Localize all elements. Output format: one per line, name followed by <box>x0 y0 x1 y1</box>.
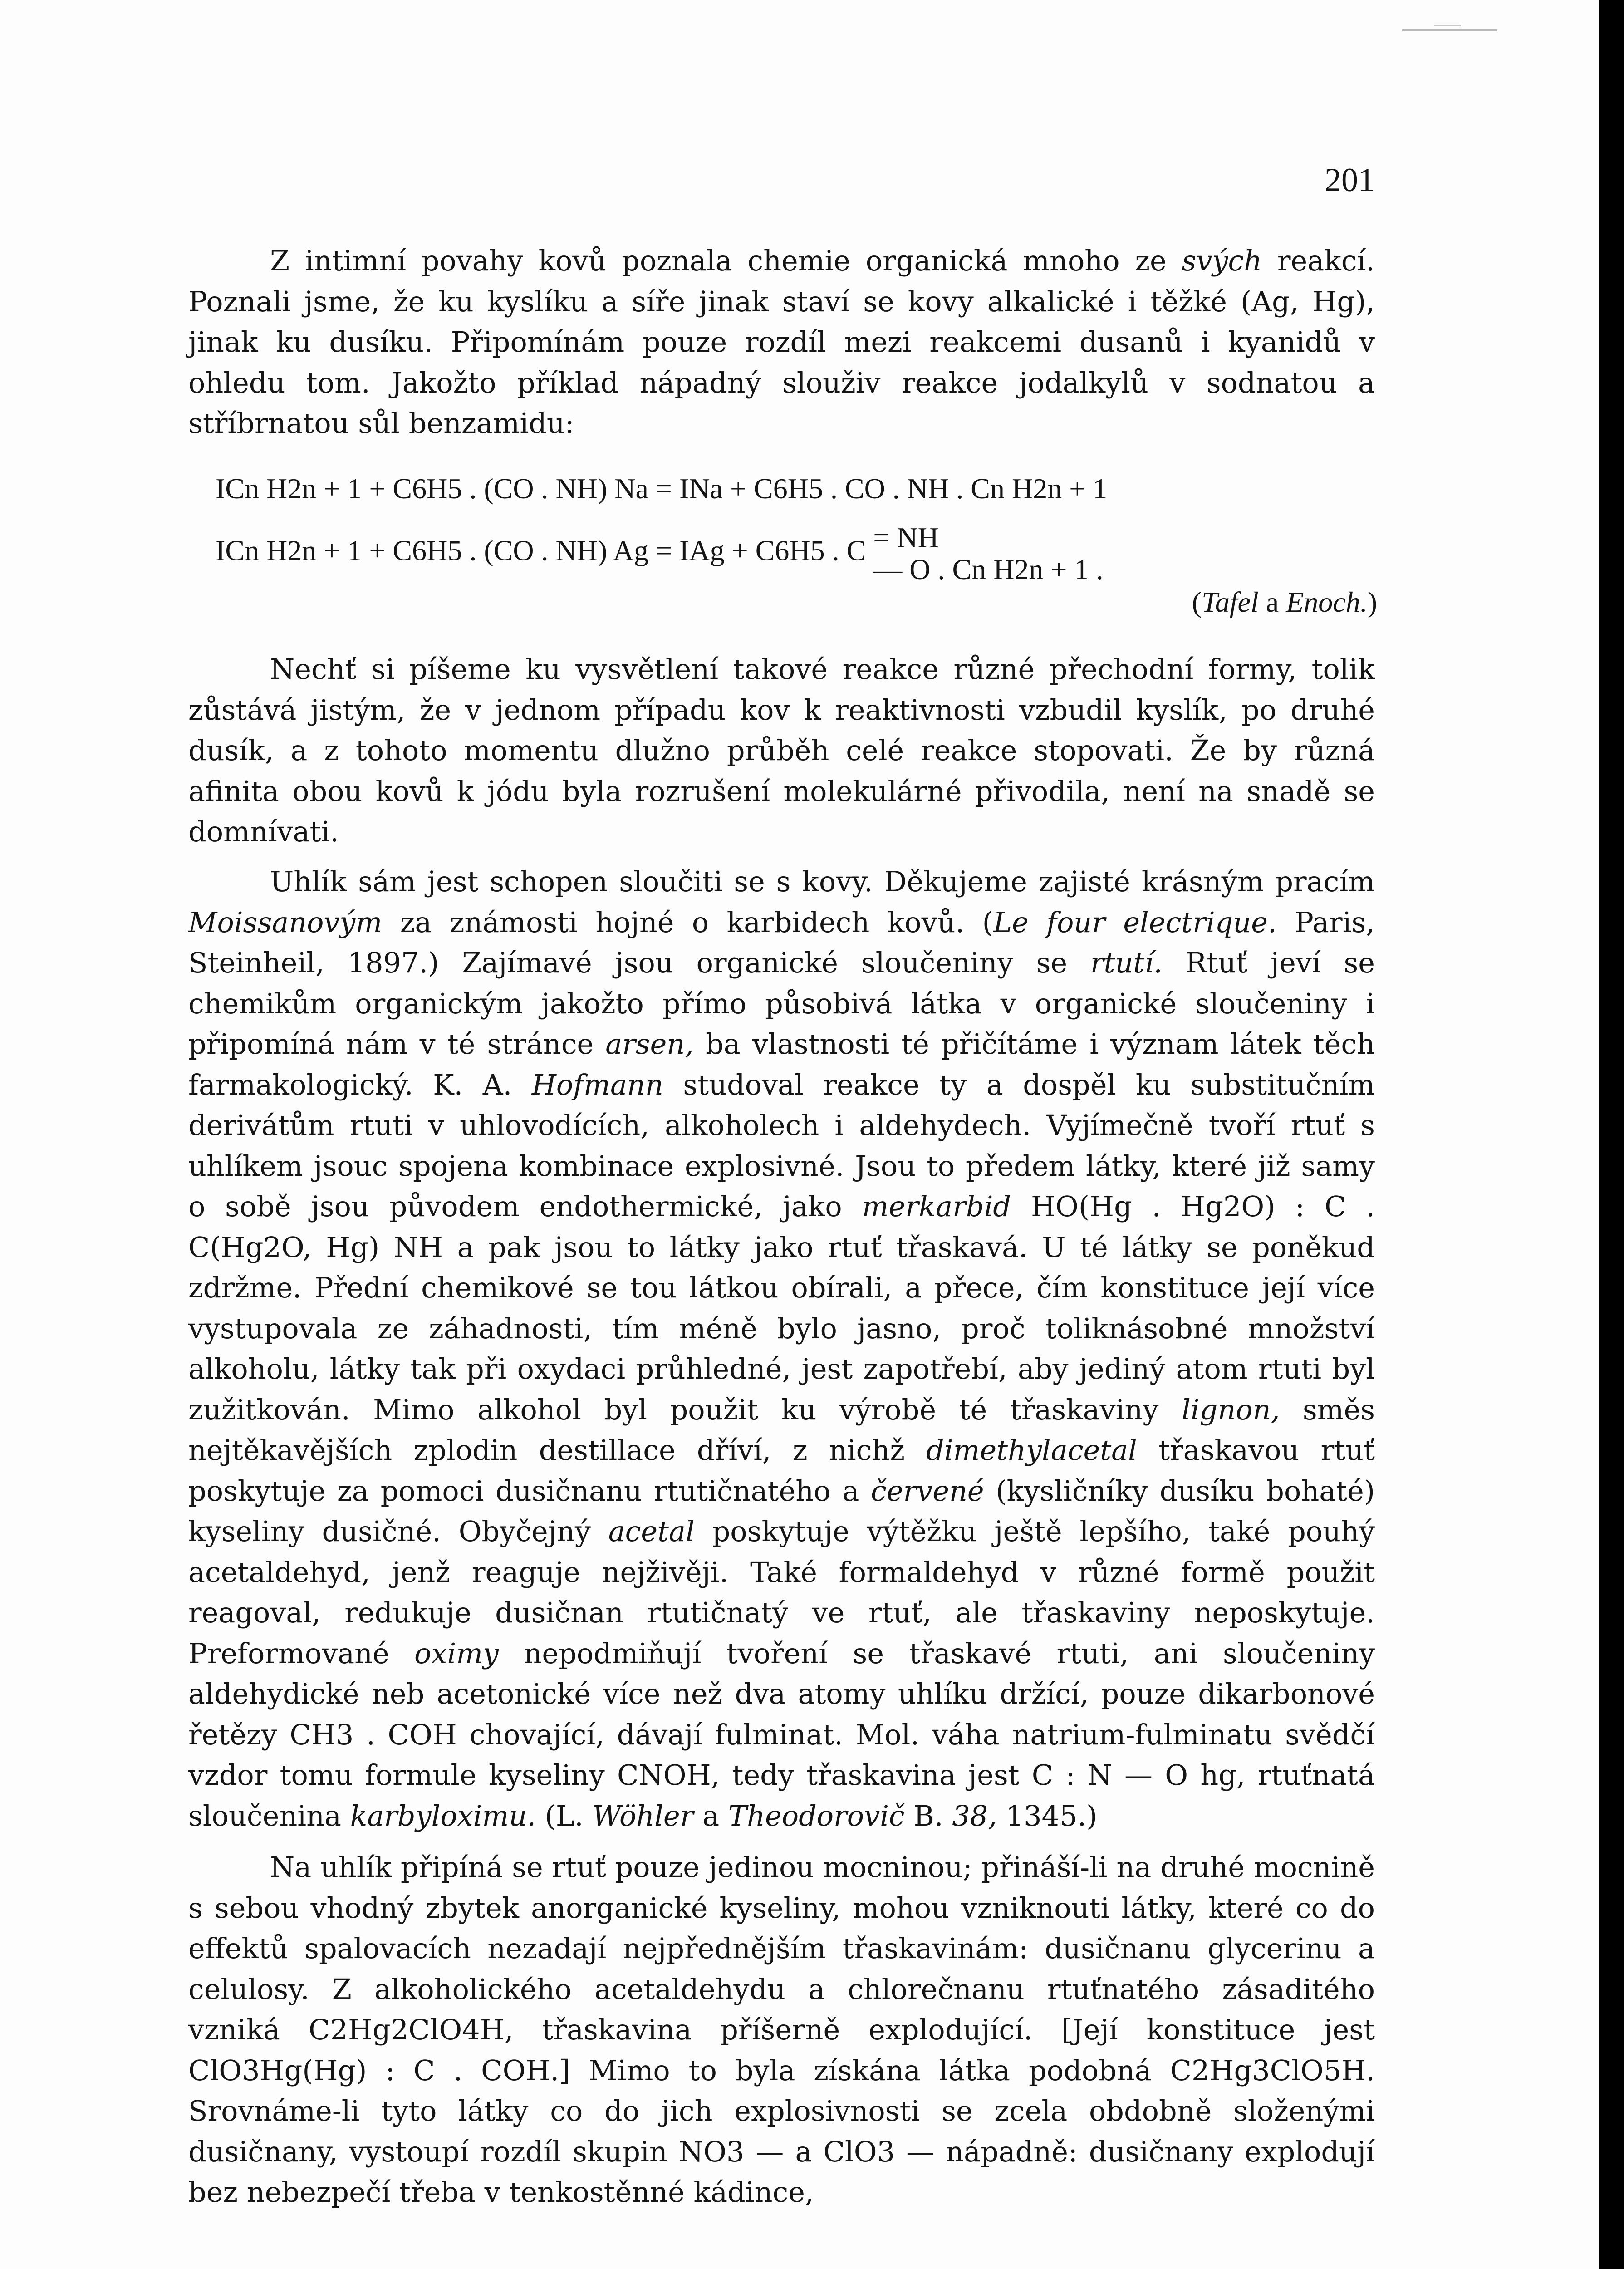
formula-line-silver <box>216 522 1377 585</box>
formula-source: (Tafel a Enoch.) <box>1192 586 1377 618</box>
italic-term: lignon, <box>1182 1393 1280 1426</box>
formula-line-sodium: ICn H2n + 1 + C6H5 . (CO . NH) Na = INa + C6H5 . CO . NH . Cn H2n + 1 <box>216 472 1108 505</box>
formula-main: ICn H2n + 1 + C6H5 . (CO . NH) Ag = IAg + C6H5 . C <box>216 534 866 567</box>
source-author: Tafel <box>1202 586 1259 618</box>
paragraph-explosives: Na uhlík připíná se rtuť pouze jedinou mocninou; přináší-li na druhé mocnině s sebou vhodný zbytek anorganické kyseliny, mohou vzniknouti látky, které co do effektů spalovacích nezadají nejpřednějším třaskavinám: dusičnanu glycerinu a celulosy. Z alkoholického acetaldehydu a chlorečnanu rtuťnatého zásaditého vzniká C2Hg2ClO4H, třaskavina příšerně explodující. [Její konstituce jest ClO3Hg(Hg) : C . COH.] Mimo to byla získána látka podobná C2Hg3ClO5H. Srovnáme-li tyto látky co do jich explosivnosti se zcela obdobně složenými dusičnany, vystoupí rozdíl skupin NO3 — a ClO3 — nápadně: dusičnany explodují bez nebezpečí třeba v tenkostěnné kádince, <box>188 1851 1375 2209</box>
italic-term: acetal <box>608 1515 695 1548</box>
source-coauthor: Enoch. <box>1286 586 1368 618</box>
italic-term: 38, <box>952 1799 997 1832</box>
formula-branch <box>873 522 1103 585</box>
text-run: třaskavou rtuť poskytuje za pomoci dusičnanu rtutičnatého a <box>188 1434 1375 1508</box>
source-conjunction: a <box>1258 586 1286 618</box>
italic-term: karbyloximu. <box>350 1799 536 1832</box>
text-run: ba vlastnosti té přičítáme i význam látek těch farmakologický. K. A. <box>188 1027 1375 1101</box>
text-run: (kysličníky dusíku bohaté) kyseliny dusičné. Obyčejný <box>188 1474 1375 1548</box>
page-corner-mark <box>1402 29 1497 31</box>
text-run: (L. <box>535 1799 593 1832</box>
italic-term: Wöhler <box>592 1799 694 1832</box>
italic-term: Moissanovým <box>188 905 383 939</box>
formula-branch-top: = NH <box>873 521 939 554</box>
text-run: Paris, Steinheil, 1897.) Zajímavé jsou organické sloučeniny se <box>188 905 1375 979</box>
text-run: směs nejtěkavějších zplodin destillace dříví, z nichž <box>188 1393 1375 1467</box>
text-run: B. <box>904 1799 952 1832</box>
page-number: 201 <box>1325 162 1375 199</box>
text-run: a <box>693 1799 728 1832</box>
italic-term: merkarbid <box>862 1190 1011 1223</box>
text-run: poskytuje výtěžku ještě lepšího, také pouhý acetaldehyd, jenž reaguje nejživěji. Také formaldehyd v různé formě použit reagoval, redukuje dusičnan rtutičnatý ve rtuť, ale třaskaviny neposkytuje. Preformované <box>188 1515 1375 1670</box>
text-run: 1345.) <box>996 1799 1098 1832</box>
formula-branch-bottom: — O . Cn H2n + 1 . <box>873 553 1104 585</box>
text-run: nepodmiňují tvoření se třaskavé rtuti, ani sloučeniny aldehydické neb acetonické více než dva atomy uhlíku držící, pouze dikarbonové řetězy CH3 . COH chovající, dávají fulminat. Mol. váha natrium-fulminatu svědčí vzdor tomu formule kyseliny CNOH, tedy třaskavina jest C : N — O hg, rtuťnatá sloučenina <box>188 1636 1375 1832</box>
italic-term: arsen, <box>605 1027 694 1061</box>
italic-term: Le four electrique. <box>993 905 1277 939</box>
paragraph-reaction-forms: Nechť si píšeme ku vysvětlení takové reakce různé přechodní formy, tolik zůstává jistým, že v jednom případu kov k reaktivnosti vzbudil kyslík, po druhé dusík, a z tohoto momentu dlužno průběh celé reakce stopovati. Že by různá afinita obou kovů k jódu byla rozrušení molekulárné přivodila, není na snadě se domnívati. <box>188 653 1375 848</box>
paragraph-carbon-mercury <box>188 861 1375 1836</box>
italic-term: rtutí. <box>1090 946 1163 979</box>
page-corner-mark-small <box>1434 25 1461 26</box>
italic-term: Theodorovič <box>728 1799 905 1832</box>
text-run: HO(Hg . Hg2O) : C . C(Hg2O, Hg) NH a pak jsou to látky jako rtuť třaskavá. U té látky se poněkud zdržme. Přední chemikové se tou látkou obírali, a přece, čím konstituce její více vystupovala ze záhadnosti, tím méně bylo jasno, proč toliknásobné množství alkoholu, látky tak při oxydaci průhledné, jest zapotřebí, aby jediný atom rtuti byl zužitkován. Mimo alkohol byl použit ku výrobě té třaskaviny <box>188 1190 1375 1426</box>
paragraph-intro <box>188 241 1375 444</box>
italic-term: Hofmann <box>531 1068 663 1101</box>
text-run: Rtuť jeví se chemikům organickým jakožto přímo působivá látka v organické sloučeniny i připomíná nám v té stránce <box>188 946 1375 1061</box>
text-run: studoval reakce ty a dospěl ku substitučním derivátům rtuti v uhlovodících, alkoholech i aldehydech. Vyjímečně tvoří rtuť s uhlíkem jsouc spojena kombinace explosivné. Jsou to předem látky, které již samy o sobě jsou původem endothermické, jako <box>188 1068 1375 1223</box>
text-run: Uhlík sám jest schopen sloučiti se s kovy. Děkujeme zajisté krásným pracím <box>270 865 1375 898</box>
italic-term: svých <box>1182 244 1262 277</box>
italic-term: dimethylacetal <box>926 1434 1137 1467</box>
text-run: za známosti hojné o karbidech kovů. ( <box>382 905 993 939</box>
text-run: Z intimní povahy kovů poznala chemie organická mnoho ze <box>270 244 1182 277</box>
italic-term: červené <box>871 1474 984 1508</box>
italic-term: oximy <box>414 1636 499 1670</box>
text-run: reakcí. Poznali jsme, že ku kyslíku a síře jinak staví se kovy alkalické i těžké (Ag, Hg), jinak ku dusíku. Připomínám pouze rozdíl mezi reakcemi dusanů i kyanidů v ohledu tom. Jakožto příklad nápadný slouživ reakce jodalkylů v sodnatou a stříbrnatou sůl benzamidu: <box>188 244 1375 440</box>
